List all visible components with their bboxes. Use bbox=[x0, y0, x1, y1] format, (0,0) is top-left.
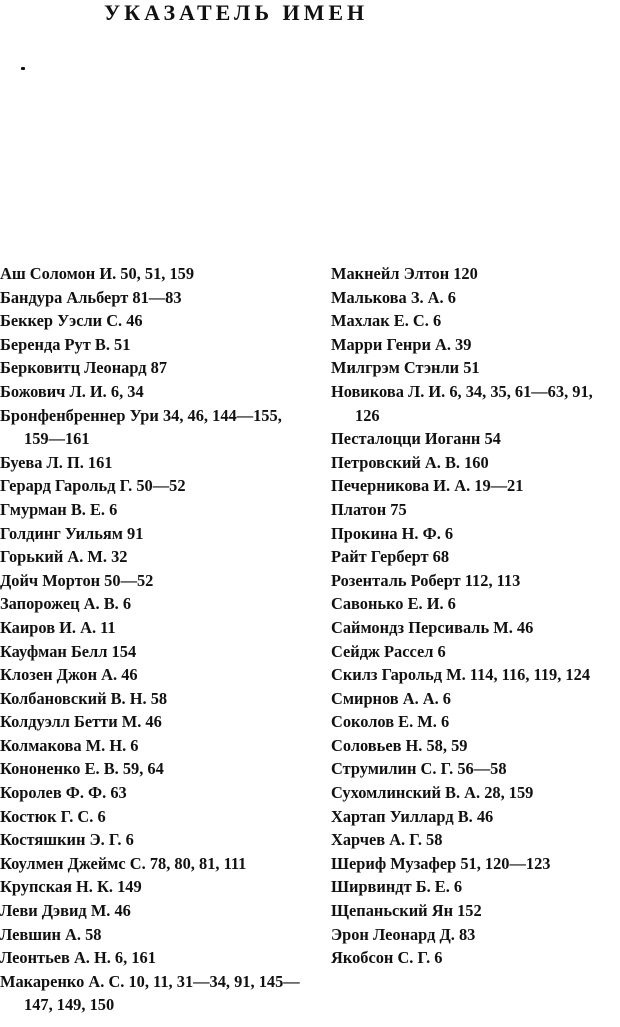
index-entry: Райт Герберт 68 bbox=[331, 547, 450, 567]
index-entry: Кононенко Е. В. 59, 64 bbox=[0, 759, 164, 779]
index-entry: Дойч Мортон 50—52 bbox=[0, 570, 154, 590]
index-entry: Беренда Рут В. 51 bbox=[0, 334, 131, 354]
index-entry: Смирнов А. А. 6 bbox=[331, 688, 452, 708]
index-entry: Струмилин С. Г. 56—58 bbox=[331, 759, 507, 779]
index-entry: Песталоцци Иоганн 54 bbox=[331, 429, 501, 449]
index-entry: Малькова З. А. 6 bbox=[331, 287, 456, 307]
index-entry: Марри Генри А. 39 bbox=[331, 334, 472, 354]
index-entry: Беккер Уэсли С. 46 bbox=[0, 311, 143, 331]
index-entry: Печерникова И. А. 19—21 bbox=[331, 476, 524, 496]
index-entry: Гмурман В. Е. 6 bbox=[0, 499, 118, 519]
index-entry: Макаренко А. С. 10, 11, 31—34, 91, 145—147, 149, 150 bbox=[0, 971, 300, 1015]
index-entry: Соловьев Н. 58, 59 bbox=[331, 735, 468, 755]
index-entry: Милгрэм Стэнли 51 bbox=[331, 358, 480, 378]
index-entry: Каиров И. А. 11 bbox=[0, 617, 116, 637]
index-entry: Аш Соломон И. 50, 51, 159 bbox=[0, 264, 195, 283]
index-entry: Коулмен Джеймс С. 78, 80, 81, 111 bbox=[0, 853, 247, 873]
index-entry: Петровский А. В. 160 bbox=[331, 452, 489, 472]
index-entry: Сейдж Рассел 6 bbox=[331, 641, 446, 661]
stray-ink-mark bbox=[21, 67, 25, 70]
index-entry: Сухомлинский В. А. 28, 159 bbox=[331, 783, 534, 803]
index-entry: Запорожец А. В. 6 bbox=[0, 594, 132, 614]
index-entry: Королев Ф. Ф. 63 bbox=[0, 783, 127, 803]
index-entry: Бронфенбреннер Ури 34, 46, 144—155, 159—161 bbox=[0, 405, 282, 449]
index-entry: Махлак Е. С. 6 bbox=[331, 311, 442, 331]
index-entry: Скилз Гарольд М. 114, 116, 119, 124 bbox=[331, 665, 591, 685]
index-entry: Новикова Л. И. 6, 34, 35, 61—63, 91, 126 bbox=[331, 381, 593, 425]
index-entry: Горький А. М. 32 bbox=[0, 547, 128, 567]
index-entry: Левшин А. 58 bbox=[0, 924, 102, 944]
index-entry: Розенталь Роберт 112, 113 bbox=[331, 570, 521, 590]
index-entry: Колбановский В. Н. 58 bbox=[0, 688, 168, 708]
index-entry: Кауфман Белл 154 bbox=[0, 641, 137, 661]
index-entry: Щепаньский Ян 152 bbox=[331, 901, 482, 921]
index-entry: Колмакова М. Н. 6 bbox=[0, 735, 139, 755]
index-entry: Буева Л. П. 161 bbox=[0, 452, 113, 472]
index-column-left bbox=[0, 262, 300, 1017]
index-entry: Костяшкин Э. Г. 6 bbox=[0, 830, 134, 850]
index-entry: Макнейл Элтон 120 bbox=[331, 264, 478, 283]
index-entry: Костюк Г. С. 6 bbox=[0, 806, 106, 826]
index-entry: Клозен Джон А. 46 bbox=[0, 665, 138, 685]
index-column-right bbox=[331, 262, 619, 970]
index-entry: Хартап Уиллард В. 46 bbox=[331, 806, 494, 826]
index-entry: Прокина Н. Ф. 6 bbox=[331, 523, 454, 543]
index-entry: Колдуэлл Бетти М. 46 bbox=[0, 712, 162, 732]
index-entry: Бандура Альберт 81—83 bbox=[0, 287, 182, 307]
index-entry: Соколов Е. М. 6 bbox=[331, 712, 450, 732]
index-entry: Ширвиндт Б. Е. 6 bbox=[331, 877, 463, 897]
index-entry: Леонтьев А. Н. 6, 161 bbox=[0, 948, 156, 968]
index-entry: Якобсон С. Г. 6 bbox=[331, 948, 443, 968]
index-entry: Саймондз Персиваль М. 46 bbox=[331, 617, 534, 637]
index-entry: Харчев А. Г. 58 bbox=[331, 830, 443, 850]
index-entry: Шериф Музафер 51, 120—123 bbox=[331, 853, 551, 873]
page-title: УКАЗАТЕЛЬ ИМЕН bbox=[104, 0, 369, 25]
index-entry: Божович Л. И. 6, 34 bbox=[0, 381, 144, 401]
index-entry: Берковитц Леонард 87 bbox=[0, 358, 168, 378]
index-entry: Платон 75 bbox=[331, 499, 407, 519]
index-entry: Леви Дэвид М. 46 bbox=[0, 901, 131, 921]
index-entry: Крупская Н. К. 149 bbox=[0, 877, 142, 897]
index-entry: Герард Гарольд Г. 50—52 bbox=[0, 476, 186, 496]
index-entry: Эрон Леонард Д. 83 bbox=[331, 924, 476, 944]
index-entry: Голдинг Уильям 91 bbox=[0, 523, 144, 543]
index-entry: Савонько Е. И. 6 bbox=[331, 594, 456, 614]
